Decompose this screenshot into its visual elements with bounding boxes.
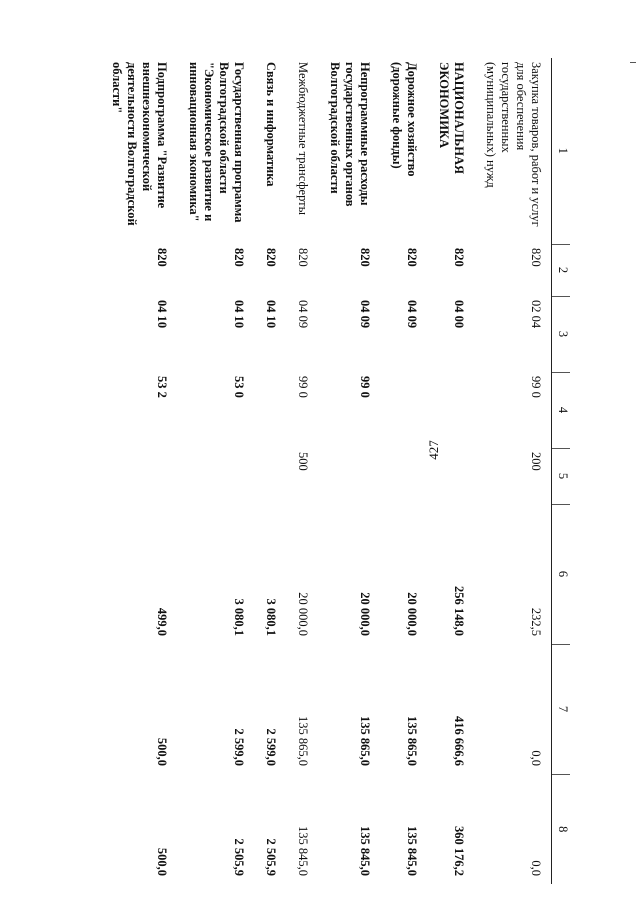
cell-admin-code: 820 bbox=[452, 248, 466, 267]
cell-expense-type bbox=[318, 448, 380, 504]
cell-expense-type bbox=[100, 448, 177, 504]
cell-amount-3: 500,0 bbox=[155, 847, 169, 876]
cell-amount-3: 135 845,0 bbox=[296, 826, 310, 876]
cell-amount-1: 20 000,0 bbox=[405, 592, 419, 636]
cell-amount-1: 20 000,0 bbox=[358, 592, 372, 636]
cell-amount-3: 360 176,2 bbox=[452, 826, 466, 876]
cell-section: 02 04 bbox=[529, 300, 543, 329]
cell-section: 04 00 bbox=[452, 300, 466, 329]
cell-target bbox=[427, 372, 474, 448]
cell-admin-code: 820 bbox=[405, 248, 419, 267]
cell-expense-type: 200 bbox=[529, 452, 543, 471]
cell-name: Связь и информатика bbox=[264, 62, 278, 187]
cell-amount-2: 0,0 bbox=[529, 750, 543, 766]
cell-amount-1: 232,5 bbox=[529, 607, 543, 636]
cell-target bbox=[380, 372, 427, 448]
header-col-7: 7 bbox=[552, 644, 571, 774]
cell-target: 99 0 bbox=[529, 376, 543, 398]
header-col-5: 5 bbox=[552, 448, 571, 504]
cell-amount-2: 2 599,0 bbox=[264, 728, 278, 766]
cell-name: Межбюджетные трансферты bbox=[296, 62, 310, 216]
cell-admin-code: 820 bbox=[155, 248, 169, 267]
cell-expense-type: 500 bbox=[296, 452, 310, 471]
table-row bbox=[254, 58, 286, 884]
cell-expense-type bbox=[380, 448, 427, 504]
cell-amount-1: 499,0 bbox=[155, 607, 169, 636]
table-row bbox=[474, 58, 552, 884]
cell-expense-type bbox=[254, 448, 286, 504]
table-header bbox=[552, 58, 571, 884]
table-row bbox=[380, 58, 427, 884]
cell-name: Дорожное хозяйство (дорожные фонды) bbox=[390, 62, 419, 177]
header-col-1: 1 bbox=[552, 58, 571, 244]
cell-amount-2: 416 666,6 bbox=[452, 716, 466, 766]
cell-admin-code: 820 bbox=[232, 248, 246, 267]
table-row bbox=[100, 58, 177, 884]
cell-section: 04 10 bbox=[155, 300, 169, 329]
cell-amount-2: 135 865,0 bbox=[405, 716, 419, 766]
cell-target: 99 0 bbox=[296, 376, 310, 398]
header-col-3: 3 bbox=[552, 296, 571, 372]
cell-section: 04 10 bbox=[232, 300, 246, 329]
cell-amount-1: 3 080,1 bbox=[264, 598, 278, 636]
cell-amount-2: 2 599,0 bbox=[232, 728, 246, 766]
header-col-2: 2 bbox=[552, 244, 571, 296]
cell-name: НАЦИОНАЛЬНАЯ ЭКОНОМИКА bbox=[437, 62, 466, 175]
cell-section: 04 09 bbox=[405, 300, 419, 329]
table-body bbox=[100, 58, 552, 884]
table-row bbox=[286, 58, 318, 884]
cell-amount-1: 256 148,0 bbox=[452, 586, 466, 636]
cell-target: 53 2 bbox=[155, 376, 169, 398]
header-row bbox=[552, 58, 571, 884]
budget-table bbox=[100, 58, 570, 884]
cell-expense-type bbox=[177, 448, 254, 504]
cell-section: 04 09 bbox=[296, 300, 310, 329]
cell-name: Непрограммные расходы государственных органов Волгоградской области bbox=[328, 62, 372, 207]
cell-amount-2: 135 865,0 bbox=[296, 716, 310, 766]
cell-admin-code: 820 bbox=[264, 248, 278, 267]
page-number: 427 bbox=[426, 440, 441, 460]
cell-amount-2: 135 865,0 bbox=[358, 716, 372, 766]
header-col-8: 8 bbox=[552, 774, 571, 884]
cell-target: 99 0 bbox=[358, 376, 372, 398]
cell-admin-code: 820 bbox=[358, 248, 372, 267]
header-col-4: 4 bbox=[552, 372, 571, 448]
table-row bbox=[318, 58, 380, 884]
cell-admin-code: 820 bbox=[529, 248, 543, 267]
cell-amount-3: 0,0 bbox=[529, 860, 543, 876]
cell-amount-2: 500,0 bbox=[155, 737, 169, 766]
cell-section: 04 09 bbox=[358, 300, 372, 329]
cell-amount-1: 20 000,0 bbox=[296, 592, 310, 636]
cell-expense-type bbox=[427, 448, 474, 504]
cell-name: Государственная программа Волгоградской области "Экономическое развитие и инновационная экономика" bbox=[187, 62, 246, 223]
cell-name: Закупка товаров, работ и услуг для обеспечения государственных (муниципальных) нужд bbox=[484, 62, 543, 227]
cell-admin-code: 820 bbox=[296, 248, 310, 267]
cell-target: 53 0 bbox=[232, 376, 246, 398]
cell-amount-1: 3 080,1 bbox=[232, 598, 246, 636]
cell-section: 04 10 bbox=[264, 300, 278, 329]
table-row bbox=[177, 58, 254, 884]
cell-amount-3: 2 505,9 bbox=[232, 838, 246, 876]
cell-amount-3: 135 845,0 bbox=[358, 826, 372, 876]
cell-amount-3: 2 505,9 bbox=[264, 838, 278, 876]
header-col-6: 6 bbox=[552, 504, 571, 644]
table-row bbox=[427, 58, 474, 884]
cell-target bbox=[254, 372, 286, 448]
cell-amount-3: 135 845,0 bbox=[405, 826, 419, 876]
cell-name: Подпрограмма "Развитие внешнеэкономической деятельности Волгоградской области" bbox=[110, 62, 169, 226]
